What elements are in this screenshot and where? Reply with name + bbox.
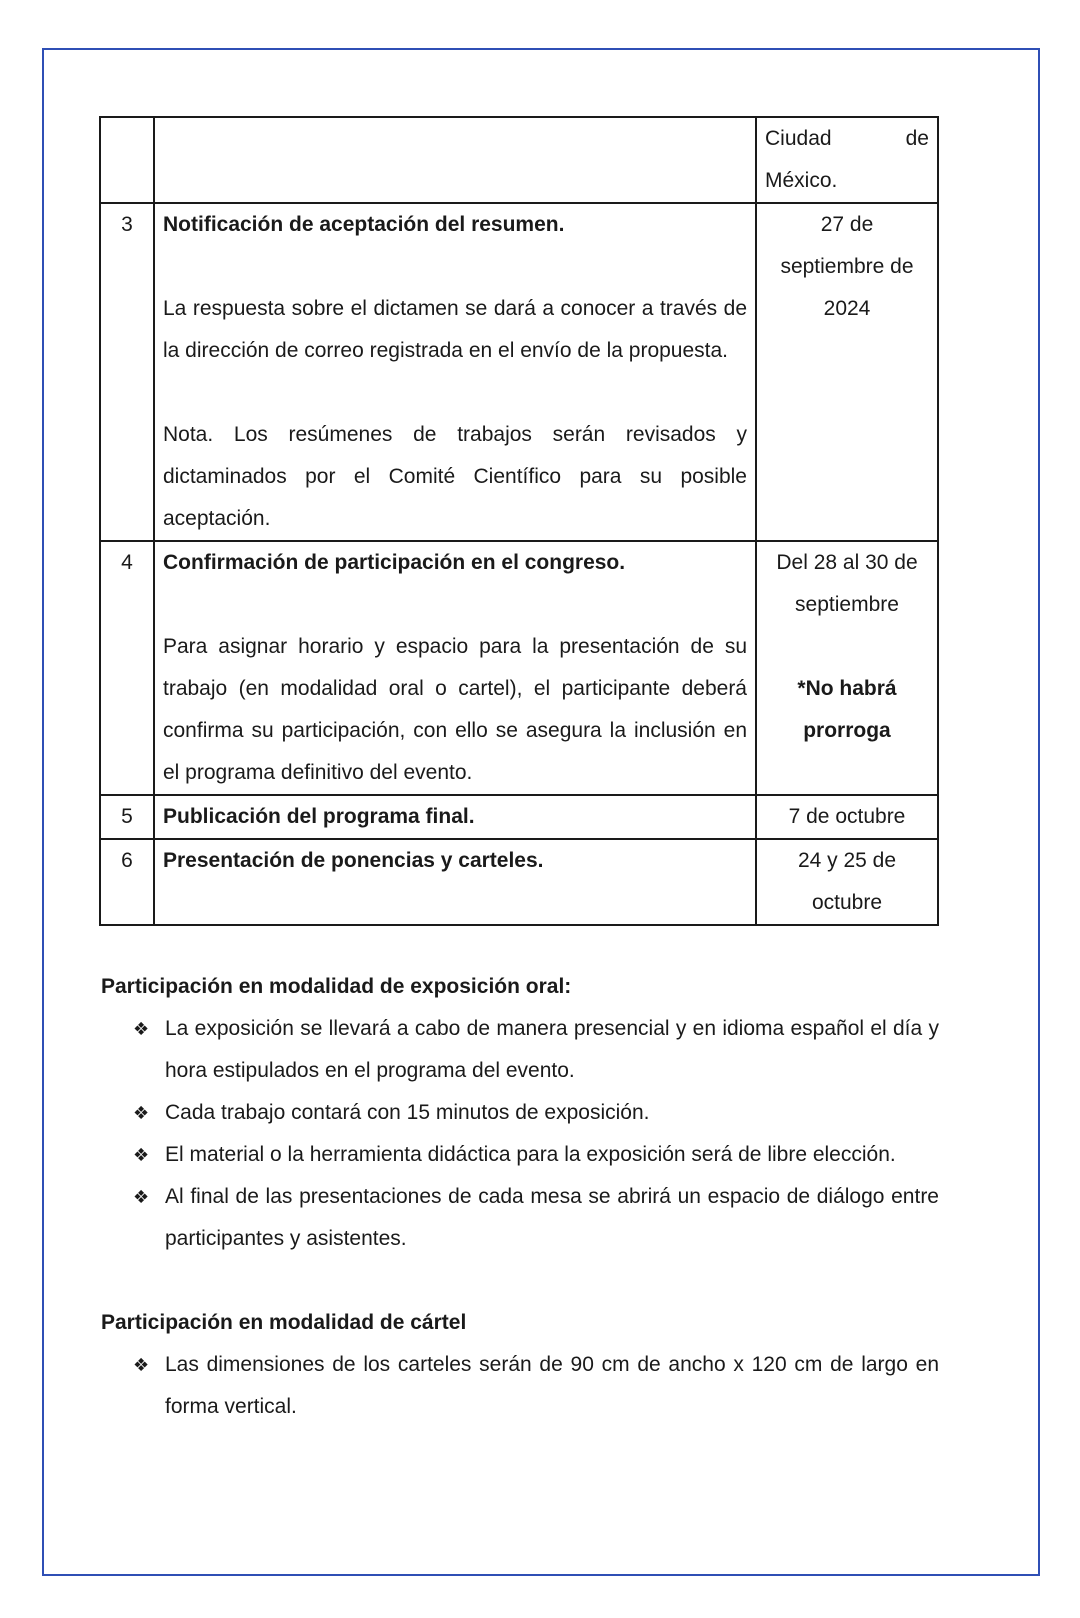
- date-line: Del 28 al 30 de: [776, 551, 918, 574]
- list-item-text: La exposición se llevará a cabo de manera presencial y en idioma español el día y hora estipulados en el programa del evento.: [165, 1017, 939, 1082]
- table-row: [100, 795, 938, 839]
- schedule-table: [99, 116, 939, 926]
- row-title: Notificación de aceptación del resumen.: [163, 213, 565, 236]
- date-line: septiembre de: [780, 255, 914, 278]
- date-note: *No habrá: [797, 677, 897, 700]
- date-line: 7 de octubre: [788, 805, 906, 828]
- row-number: [100, 117, 154, 203]
- diamond-bullet-icon: ❖: [133, 1103, 150, 1123]
- diamond-bullet-icon: ❖: [133, 1019, 150, 1039]
- list-item-text: Cada trabajo contará con 15 minutos de exposición.: [165, 1101, 650, 1124]
- list-item: [101, 1344, 939, 1428]
- table-row: [100, 839, 938, 925]
- row-description: [154, 117, 756, 203]
- row-date: [756, 203, 938, 541]
- row-description: [154, 203, 756, 541]
- row-description: [154, 795, 756, 839]
- table-row: [100, 203, 938, 541]
- row-description: [154, 541, 756, 795]
- date-line: México.: [765, 169, 838, 192]
- row-number: 3: [100, 203, 154, 541]
- oral-bullet-list: [101, 1008, 939, 1260]
- diamond-bullet-icon: ❖: [133, 1355, 150, 1375]
- row-date: [756, 839, 938, 925]
- section-heading: Participación en modalidad de exposición oral:: [101, 975, 572, 998]
- table-row: [100, 117, 938, 203]
- diamond-bullet-icon: ❖: [133, 1145, 150, 1165]
- date-line: septiembre: [795, 593, 899, 616]
- row-date: [756, 541, 938, 795]
- row-paragraph: Para asignar horario y espacio para la presentación de su trabajo (en modalidad oral o cartel), el participante deberá confirma su participación, con ello se asegura la inclusión en el programa definitivo del evento.: [163, 635, 747, 784]
- row-paragraph: Nota. Los resúmenes de trabajos serán revisados y dictaminados por el Comité Científico para su posible aceptación.: [163, 423, 747, 530]
- row-title: Confirmación de participación en el congreso.: [163, 551, 626, 574]
- row-paragraph: La respuesta sobre el dictamen se dará a conocer a través de la dirección de correo registrada en el envío de la propuesta.: [163, 297, 747, 362]
- oral-section: [101, 966, 939, 1260]
- diamond-bullet-icon: ❖: [133, 1187, 150, 1207]
- list-item: [101, 1092, 939, 1134]
- table-row: [100, 541, 938, 795]
- row-number: 4: [100, 541, 154, 795]
- list-item-text: Al final de las presentaciones de cada mesa se abrirá un espacio de diálogo entre participantes y asistentes.: [165, 1185, 939, 1250]
- row-date: [756, 117, 938, 203]
- list-item: [101, 1008, 939, 1092]
- date-line: 27 de: [820, 213, 874, 236]
- poster-bullet-list: [101, 1344, 939, 1428]
- row-description: [154, 839, 756, 925]
- row-number: 6: [100, 839, 154, 925]
- date-note: prorroga: [803, 719, 891, 742]
- date-line: Ciudad de: [765, 127, 929, 150]
- row-title: Presentación de ponencias y carteles.: [163, 849, 544, 872]
- section-heading: Participación en modalidad de cártel: [101, 1311, 467, 1334]
- list-item: [101, 1134, 939, 1176]
- list-item-text: Las dimensiones de los carteles serán de 90 cm de ancho x 120 cm de largo en forma vertical.: [165, 1353, 939, 1418]
- date-line: octubre: [811, 891, 883, 914]
- row-date: [756, 795, 938, 839]
- row-title: Publicación del programa final.: [163, 805, 475, 828]
- poster-section: [101, 1302, 939, 1428]
- date-line: 24 y 25 de: [797, 849, 897, 872]
- list-item: [101, 1176, 939, 1260]
- date-line: 2024: [823, 297, 871, 320]
- list-item-text: El material o la herramienta didáctica para la exposición será de libre elección.: [165, 1143, 896, 1166]
- row-number: 5: [100, 795, 154, 839]
